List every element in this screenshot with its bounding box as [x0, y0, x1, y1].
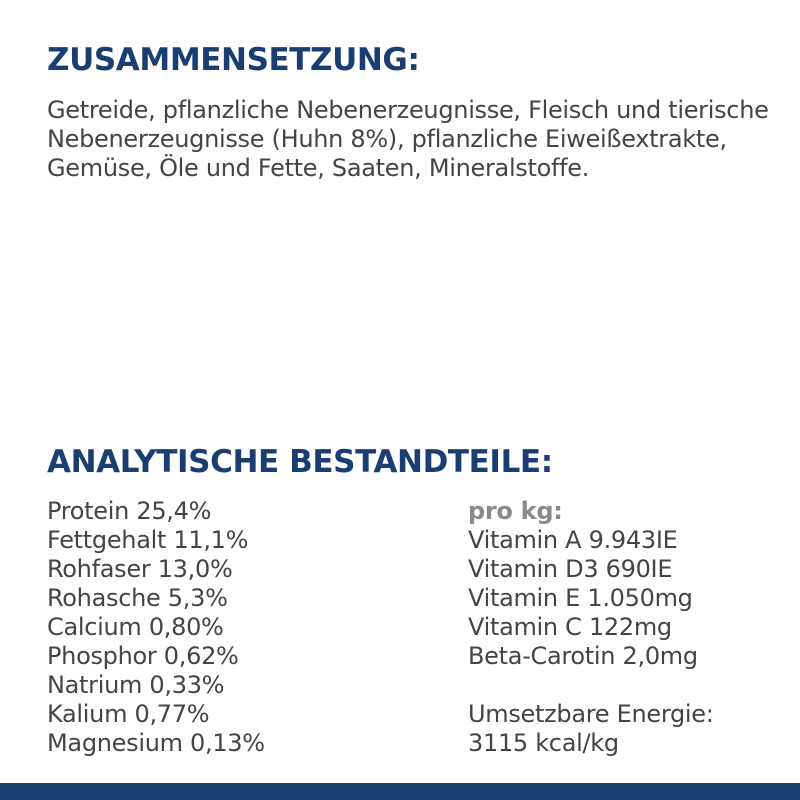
- vitamin-d3: Vitamin D3 690IE: [468, 555, 673, 583]
- nutrient-potassium: Kalium 0,77%: [47, 700, 210, 728]
- nutrient-phosphorus: Phosphor 0,62%: [47, 642, 239, 670]
- vitamin-e: Vitamin E 1.050mg: [468, 584, 693, 612]
- composition-text: Getreide, pflanzliche Nebenerzeugnisse, Fleisch und tierische Nebenerzeugnisse (Huhn 8%), pflanzliche Eiweißextrakte, Gemüse, Öle und Fette, Saaten, Mineralstoffe.: [47, 96, 769, 182]
- energy-value: 3115 kcal/kg: [468, 729, 619, 757]
- vitamin-c: Vitamin C 122mg: [468, 613, 672, 641]
- vitamin-list: [468, 497, 714, 758]
- nutrient-list: [47, 497, 265, 758]
- per-kg-label: pro kg:: [468, 497, 563, 525]
- footer-bar: [0, 783, 800, 800]
- nutrient-ash: Rohasche 5,3%: [47, 584, 228, 612]
- composition-heading: ZUSAMMENSETZUNG:: [47, 42, 420, 78]
- nutrient-protein: Protein 25,4%: [47, 497, 212, 525]
- nutrient-magnesium: Magnesium 0,13%: [47, 729, 265, 757]
- nutrient-fat: Fettgehalt 11,1%: [47, 526, 249, 554]
- spacer: [468, 671, 714, 700]
- nutrient-fiber: Rohfaser 13,0%: [47, 555, 233, 583]
- energy-label: Umsetzbare Energie:: [468, 700, 714, 728]
- nutrient-sodium: Natrium 0,33%: [47, 671, 225, 699]
- vitamin-a: Vitamin A 9.943IE: [468, 526, 678, 554]
- nutrient-calcium: Calcium 0,80%: [47, 613, 224, 641]
- analysis-heading: ANALYTISCHE BESTANDTEILE:: [47, 444, 553, 480]
- beta-carotene: Beta-Carotin 2,0mg: [468, 642, 698, 670]
